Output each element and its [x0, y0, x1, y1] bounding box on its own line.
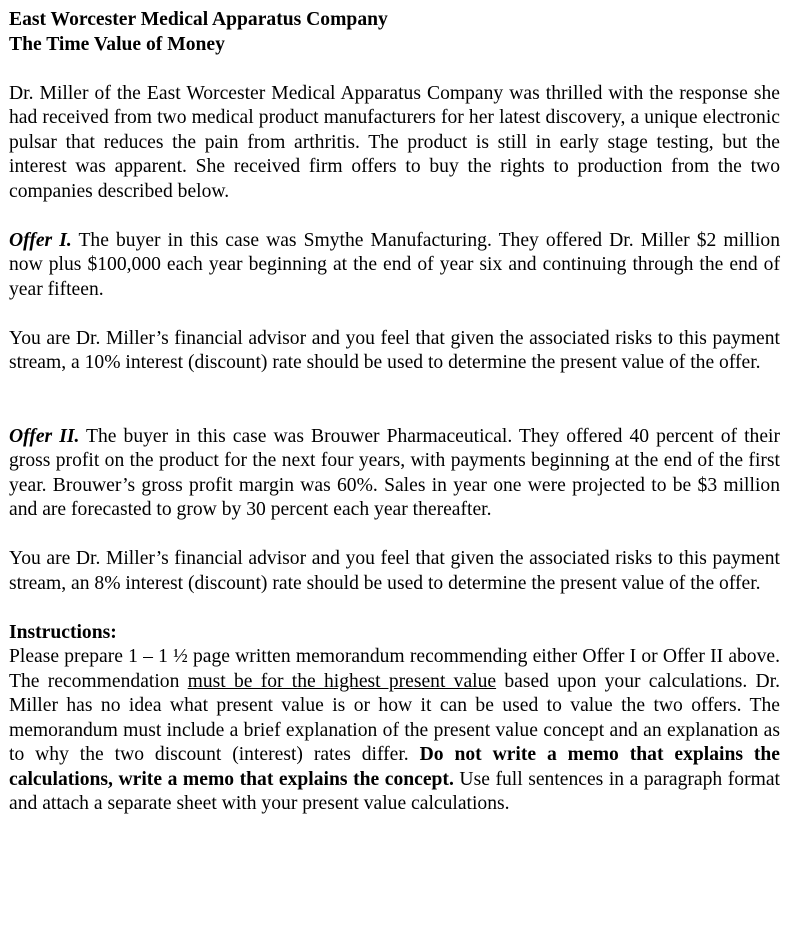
instructions-paragraph [9, 645, 780, 817]
offer-1-description: The buyer in this case was Smythe Manufacturing. They offered Dr. Miller $2 million now plus $100,000 each year beginning at the end of year six and continuing through the end of year fifteen. [9, 229, 780, 300]
intro-paragraph: Dr. Miller of the East Worcester Medical Apparatus Company was thrilled with the response she had received from two medical product manufacturers for her latest discovery, a unique electronic pulsar that reduces the pain from arthritis. The product is still in early stage testing, but the interest was apparent. She received firm offers to buy the rights to production from the two companies described below. [9, 82, 780, 202]
instructions-text-1: Please prepare 1 – 1 ½ page written memorandum recommending either Offer I or Offer II above. The recommendation [9, 646, 780, 692]
instructions-text-2: based upon your calculations. Dr. Miller has no idea what present value is or how it can be used to value the two offers. The memorandum must include a brief explanation of the present value concept and an explanation as to why the two discount (interest) rates differ. [9, 670, 780, 765]
offer-1-advisor-paragraph: You are Dr. Miller’s financial advisor and you feel that given the associated risks to this payment stream, a 10% interest (discount) rate should be used to determine the present value of the offer. [9, 327, 780, 373]
document [9, 8, 780, 817]
offer-1-label: Offer I. [9, 229, 72, 251]
offer-2-paragraph [9, 425, 780, 523]
instructions-underlined-text: must be for the highest present value [187, 670, 497, 692]
company-title: East Worcester Medical Apparatus Company [9, 9, 388, 30]
instructions-heading: Instructions: [9, 621, 117, 643]
instructions-bold-text: Do not write a memo that explains the calculations, write a memo that explains the concept. [9, 744, 780, 790]
offer-2-advisor-paragraph: You are Dr. Miller’s financial advisor and you feel that given the associated risks to this payment stream, an 8% interest (discount) rate should be used to determine the present value of the offer. [9, 548, 780, 594]
document-subtitle: The Time Value of Money [9, 33, 225, 55]
instructions-text-3: Use full sentences in a paragraph format and attach a separate sheet with your present value calculations. [9, 768, 780, 814]
offer-2-description: The buyer in this case was Brouwer Pharmaceutical. They offered 40 percent of their gross profit on the product for the next four years, with payments beginning at the end of the first year. Brouwer’s gross profit margin was 60%. Sales in year one were projected to be $3 million and are forecasted to grow by 30 percent each year thereafter. [9, 425, 780, 520]
title-block [9, 8, 780, 57]
offer-1-paragraph [9, 229, 780, 303]
offer-2-label: Offer II. [9, 425, 80, 447]
